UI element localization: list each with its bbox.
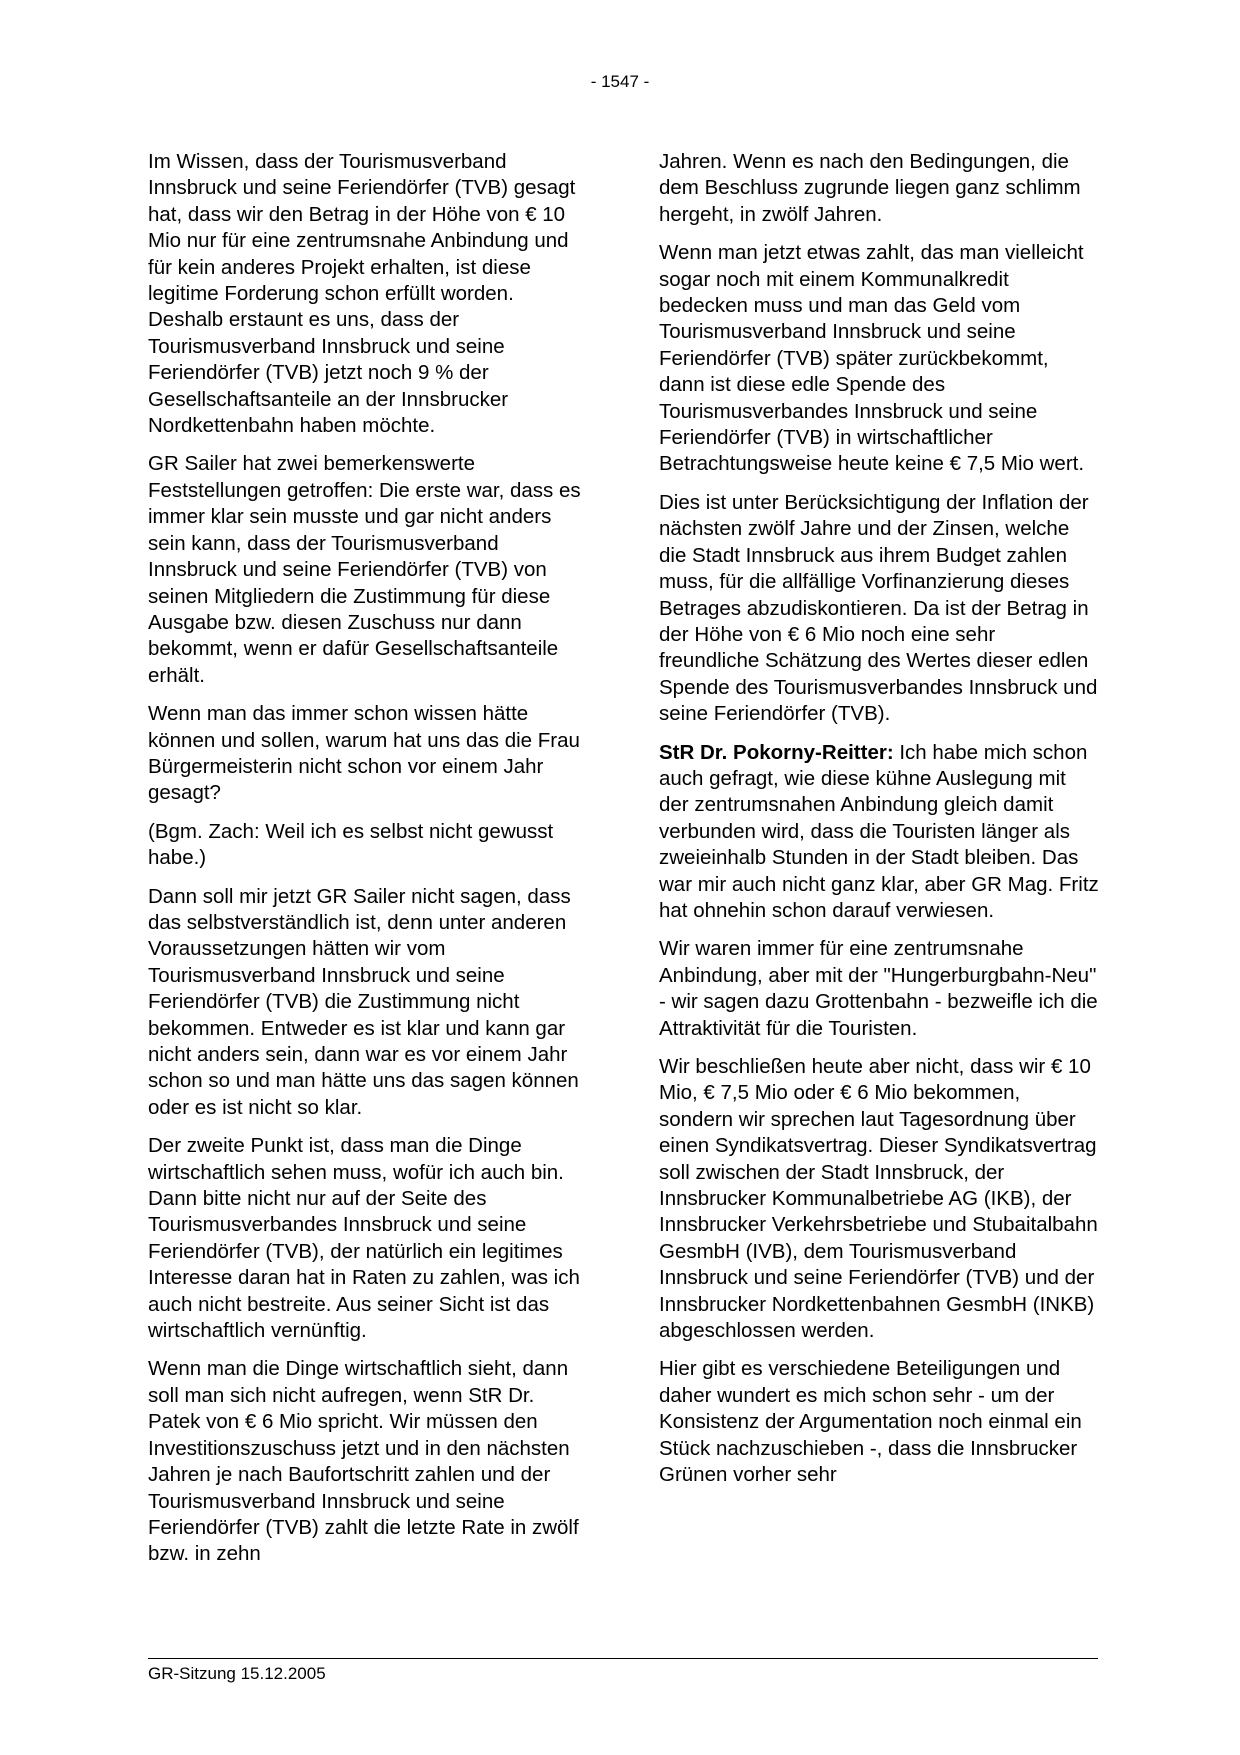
speaker-name: StR Dr. Pokorny-Reitter:: [659, 740, 894, 764]
footer-divider: [148, 1658, 1098, 1659]
paragraph: Wir beschließen heute aber nicht, dass wir € 10 Mio, € 7,5 Mio oder € 6 Mio bekommen, sondern wir sprechen laut Tagesordnung über einen Syndikatsvertrag. Dieser Syndikatsvertrag soll zwischen der Stadt Innsbruck, der Innsbrucker Kommunalbetriebe AG (IKB), der Innsbrucker Verkehrsbetriebe und Stubaitalbahn GesmbH (IVB), dem Tourismusverband Innsbruck und seine Feriendörfer (TVB) und der Innsbrucker Nordkettenbahnen GesmbH (INKB) abgeschlossen werden.: [659, 1055, 1098, 1343]
page-number: - 1547 -: [590, 72, 650, 91]
paragraph: Wir waren immer für eine zentrumsnahe Anbindung, aber mit der "Hungerburgbahn-Neu" - wir sagen dazu Grottenbahn - bezweifle ich die Attraktivität für die Touristen.: [659, 937, 1098, 1040]
paragraph: Dann soll mir jetzt GR Sailer nicht sagen, dass das selbstverständlich ist, denn unter anderen Voraussetzungen hätten wir vom Tourismusverband Innsbruck und seine Feriendörfer (TVB) die Zustimmung nicht bekommen. Entweder es ist klar und kann gar nicht anders sein, dann war es vor einem Jahr schon so und man hätte uns das sagen können oder es ist nicht so klar.: [148, 884, 579, 1119]
paragraph: Hier gibt es verschiedene Beteiligungen und daher wundert es mich schon sehr - um der Konsistenz der Argumentation noch einmal ein Stück nachzuschieben -, dass die Innsbrucker Grünen vorher sehr: [659, 1357, 1082, 1487]
left-column: [148, 149, 588, 1580]
right-column: [659, 149, 1099, 1501]
footer-meeting-date: GR-Sitzung 15.12.2005: [148, 1664, 326, 1683]
paragraph: Jahren. Wenn es nach den Bedingungen, die dem Beschluss zugrunde liegen ganz schlimm hergeht, in zwölf Jahren.: [659, 150, 1081, 226]
paragraph: Wenn man das immer schon wissen hätte können und sollen, warum hat uns das die Frau Bürgermeisterin nicht schon vor einem Jahr gesagt?: [148, 702, 580, 805]
paragraph: (Bgm. Zach: Weil ich es selbst nicht gewusst habe.): [148, 819, 554, 870]
paragraph: Dies ist unter Berücksichtigung der Inflation der nächsten zwölf Jahre und der Zinsen, welche die Stadt Innsbruck aus ihrem Budget zahlen muss, für die allfällige Vorfinanzierung dieses Betrages abzudiskontieren. Da ist der Betrag in der Höhe von € 6 Mio noch eine sehr freundliche Schätzung des Wertes dieser edlen Spende des Tourismusverbandes Innsbruck und seine Feriendörfer (TVB).: [659, 490, 1098, 726]
paragraph: Der zweite Punkt ist, dass man die Dinge wirtschaftlich sehen muss, wofür ich auch bin. Dann bitte nicht nur auf der Seite des Tourismusverbandes Innsbruck und seine Feriendörfer (TVB), der natürlich ein legitimes Interesse daran hat in Raten zu zahlen, was ich auch nicht bestreite. Aus seiner Sicht ist das wirtschaftlich vernünftig.: [148, 1134, 580, 1343]
paragraph: Im Wissen, dass der Tourismusverband Innsbruck und seine Feriendörfer (TVB) gesagt hat, dass wir den Betrag in der Höhe von € 10 Mio nur für eine zentrumsnahe Anbindung und für kein anderes Projekt erhalten, ist diese legitime Forderung schon erfüllt worden. Deshalb erstaunt es uns, dass der Tourismusverband Innsbruck und seine Feriendörfer (TVB) jetzt noch 9 % der Gesellschaftsanteile an der Innsbrucker Nordkettenbahn haben möchte.: [148, 150, 576, 438]
speaker-text: Ich habe mich schon auch gefragt, wie diese kühne Auslegung mit der zentrumsnahen Anbindung gleich damit verbunden wird, dass die Touristen länger als zweieinhalb Stunden in der Stadt bleiben. Das war mir auch nicht ganz klar, aber GR Mag. Fritz hat ohnehin schon darauf verwiesen.: [659, 740, 1099, 922]
paragraph: Wenn man jetzt etwas zahlt, das man vielleicht sogar noch mit einem Kommunalkredit bedecken muss und man das Geld vom Tourismusverband Innsbruck und seine Feriendörfer (TVB) später zurückbekommt, dann ist diese edle Spende des Tourismusverbandes Innsbruck und seine Feriendörfer (TVB) in wirtschaftlicher Betrachtungsweise heute keine € 7,5 Mio wert.: [659, 241, 1085, 476]
paragraph: Wenn man die Dinge wirtschaftlich sieht, dann soll man sich nicht aufregen, wenn StR Dr. Patek von € 6 Mio spricht. Wir müssen den Investitionszuschuss jetzt und in den nächsten Jahren je nach Baufortschritt zahlen und der Tourismusverband Innsbruck und seine Feriendörfer (TVB) zahlt die letzte Rate in zwölf bzw. in zehn: [148, 1357, 579, 1566]
paragraph: GR Sailer hat zwei bemerkenswerte Feststellungen getroffen: Die erste war, dass es immer klar sein musste und gar nicht anders sein kann, dass der Tourismusverband Innsbruck und seine Feriendörfer (TVB) von seinen Mitgliedern die Zustimmung für diese Ausgabe bzw. diesen Zuschuss nur dann bekommt, wenn er dafür Gesellschaftsanteile erhält.: [148, 452, 581, 687]
speaker-paragraph: [659, 740, 1099, 925]
